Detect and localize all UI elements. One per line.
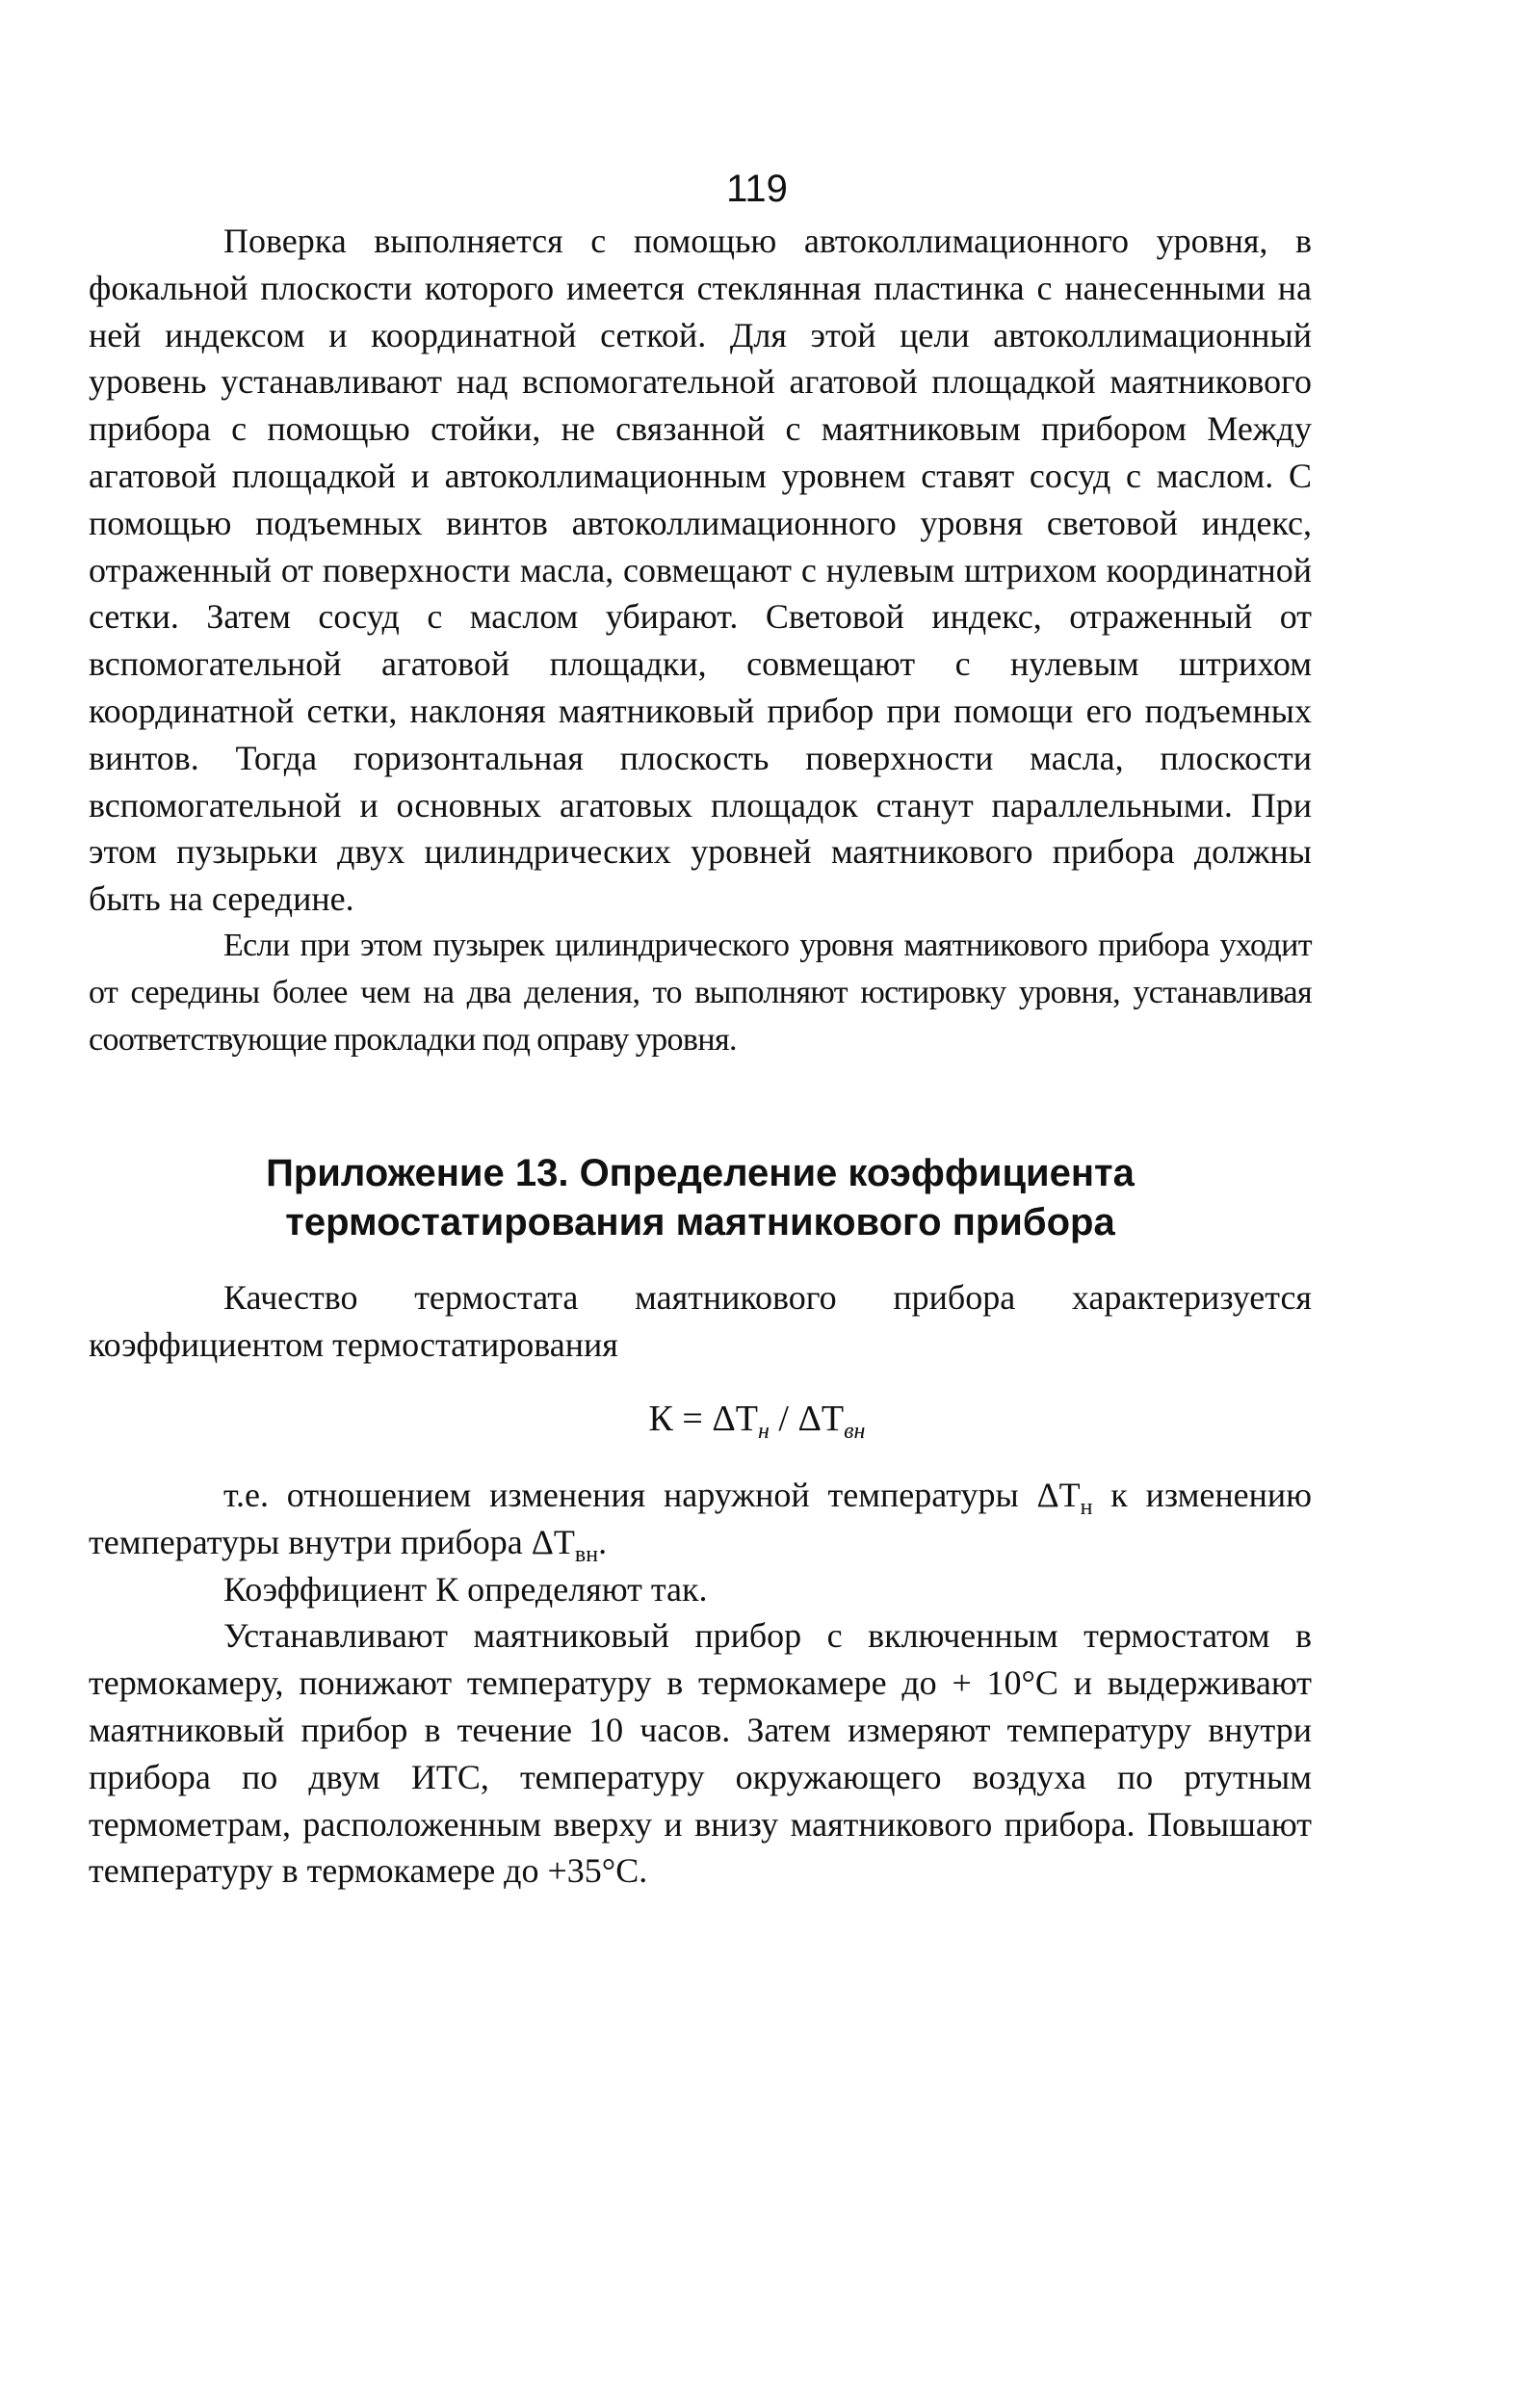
top-text-block	[89, 218, 1312, 1063]
formula-sub-outer: н	[757, 1419, 770, 1444]
paragraph-ratio	[89, 1472, 1312, 1566]
ratio-text-3: .	[598, 1522, 608, 1561]
thermostat-coefficient-formula	[0, 1395, 1514, 1443]
appendix-heading-line-2: термостатирования маятникового прибора	[285, 1201, 1115, 1243]
formula-mid: / ΔТ	[769, 1399, 845, 1439]
intro-text-block	[89, 1274, 1312, 1369]
paragraph-intro: Качество термостата маятникового прибора характеризуется коэффициентом термостатирования	[89, 1278, 1312, 1364]
appendix-heading	[89, 1149, 1312, 1247]
paragraph-method: Коэффициент К определяют так.	[223, 1569, 708, 1609]
paragraph-adjustment: Если при этом пузырек цилиндрического уровня маятникового прибора уходит от середины более чем на два деления, то выполняют юстировку уровня, устанавливая соответствующие прокладки под оправу уровня.	[89, 927, 1312, 1058]
formula-sub-inner: вн	[844, 1419, 866, 1444]
formula-lhs: К = ΔТ	[648, 1399, 758, 1439]
paragraph-procedure: Устанавливают маятниковый прибор с включенным термостатом в термокамеру, понижают температуру в термокамере до + 10°С и выдерживают маятниковый прибор в течение 10 часов. Затем измеряют температуру внутри прибора по двум ИТС, температуру окружающего воздуха по ртутным термометрам, расположенным вверху и внизу маятникового прибора. Повышают температуру в термокамере до +35°С.	[89, 1616, 1312, 1891]
ratio-sub-inner: вн	[574, 1541, 599, 1567]
page-number: 119	[726, 168, 788, 210]
bottom-text-block	[89, 1472, 1312, 1895]
ratio-sub-outer: н	[1080, 1495, 1093, 1520]
paragraph-verification: Поверка выполняется с помощью автоколлимационного уровня, в фокальной плоскости которого имеется стеклянная пластинка с нанесенными на ней индексом и координатной сеткой. Для этой цели автоколлимационный уровень устанавливают над вспомогательной агатовой площадкой маятникового прибора с помощью стойки, не связанной с маятниковым прибором Между агатовой площадкой и автоколлимационным уровнем ставят сосуд с маслом. С помощью подъемных винтов автоколлимационного уровня световой индекс, отраженный от поверхности масла, совмещают с нулевым штрихом координатной сетки. Затем сосуд с маслом убирают. Световой индекс, отраженный от вспомогательной агатовой площадки, совмещают с нулевым штрихом координатной сетки, наклоняя маятниковый прибор при помощи его подъемных винтов. Тогда горизонтальная плоскость поверхности масла, плоскости вспомогательной и основных агатовых площадок станут параллельными. При этом пузырьки двух цилиндрических уровней маятникового прибора должны быть на середине.	[89, 222, 1312, 919]
appendix-heading-line-1: Приложение 13. Определение коэффициента	[266, 1152, 1135, 1194]
ratio-text-1: т.е. отношением изменения наружной температуры ΔТ	[223, 1476, 1081, 1514]
ratio-text-2: к изменению температуры внутри прибора ΔТ	[89, 1476, 1312, 1561]
